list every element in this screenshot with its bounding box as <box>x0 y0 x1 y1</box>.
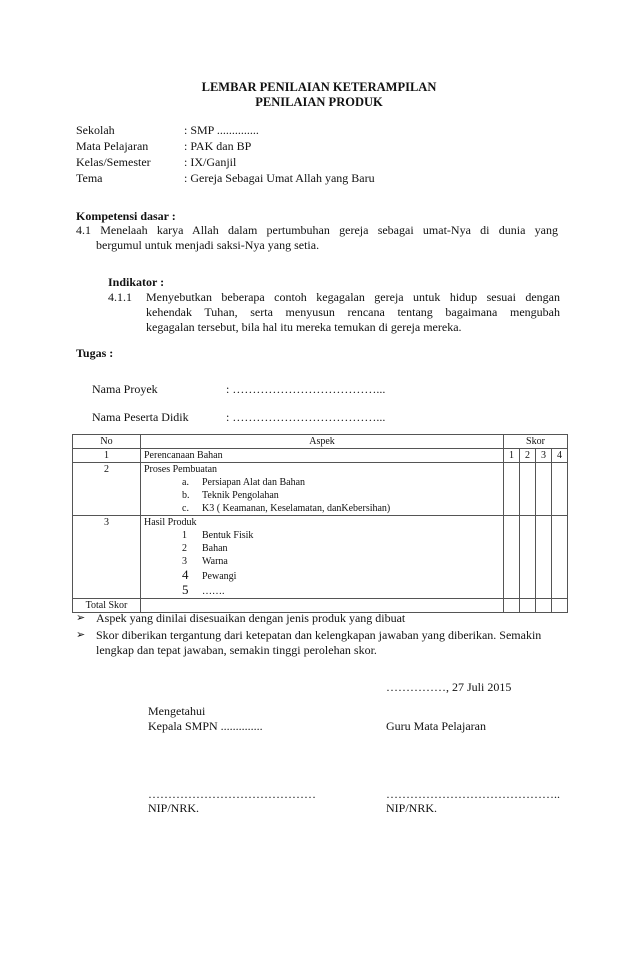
score-cell[interactable] <box>520 599 536 613</box>
kompetensi-heading: Kompetensi dasar : <box>76 209 176 223</box>
sign-mengetahui: Mengetahui <box>148 704 206 718</box>
header-skor: Skor <box>504 435 568 449</box>
score-col-1: 1 <box>504 449 520 463</box>
score-cell[interactable] <box>504 599 520 613</box>
indikator-line-2: kehendak Tuhan, serta menyusun rencana tentang bagaimana mengubah <box>146 305 560 319</box>
title-line-2: PENILAIAN PRODUK <box>255 95 383 109</box>
sign-nip-right: NIP/NRK. <box>386 801 438 815</box>
row-2-title: Proses Pembuatan <box>144 464 218 475</box>
score-col-3: 3 <box>536 449 552 463</box>
sub-2-text: Bahan <box>202 543 228 554</box>
row-1-aspek: Perencanaan Bahan <box>141 449 504 463</box>
arrow-bullet-icon: ➢ <box>76 612 86 624</box>
nama-proyek-label: Nama Proyek <box>92 382 158 396</box>
score-cell[interactable] <box>520 463 536 516</box>
kompetensi-line-1: 4.1 Menelaah karya Allah dalam pertumbuhan gereja sebagai umat-Nya di dunia yang <box>76 223 558 237</box>
score-col-4: 4 <box>552 449 568 463</box>
score-cell[interactable] <box>536 516 552 599</box>
row-3-sub-5 <box>144 583 500 598</box>
score-cell[interactable] <box>552 516 568 599</box>
sub-3-marker: 3 <box>182 556 187 567</box>
info-value-sekolah: : SMP .............. <box>184 123 259 137</box>
tugas-heading: Tugas : <box>76 346 114 360</box>
indikator-line-3: kegagalan tersebut, bila hal itu mereka temukan di gereja mereka. <box>146 320 462 334</box>
sub-3-text: Warna <box>202 556 228 567</box>
sign-dots-right: …………………………………….. <box>386 787 560 801</box>
sub-4-marker: 4 <box>182 567 189 582</box>
info-value-mapel: : PAK dan BP <box>184 139 252 153</box>
indikator-line-1: Menyebutkan beberapa contoh kegagalan gereja untuk hidup sesuai dengan <box>146 290 560 304</box>
sub-a-text: Persiapan Alat dan Bahan <box>202 477 306 488</box>
sub-2-marker: 2 <box>182 543 187 554</box>
score-cell[interactable] <box>552 463 568 516</box>
title-line-1: LEMBAR PENILAIAN KETERAMPILAN <box>201 80 437 94</box>
info-label-sekolah: Sekolah <box>76 123 115 137</box>
sub-1-text: Bentuk Fisik <box>202 530 254 541</box>
table-row <box>73 449 568 463</box>
note-1: Aspek yang dinilai disesuaikan dengan jenis produk yang dibuat <box>96 611 406 625</box>
table-row <box>73 516 568 599</box>
kompetensi-line-2: bergumul untuk menjadi saksi-Nya yang setia. <box>96 238 320 252</box>
score-cell[interactable] <box>536 599 552 613</box>
info-value-kelas: : IX/Ganjil <box>184 155 237 169</box>
nama-proyek-value: : ………………………………... <box>226 382 386 396</box>
info-label-kelas: Kelas/Semester <box>76 155 151 169</box>
row-3-no: 3 <box>73 516 141 599</box>
row-2-aspek <box>141 463 504 516</box>
indikator-heading: Indikator : <box>108 275 165 289</box>
sub-b-text: Teknik Pengolahan <box>202 490 279 501</box>
nama-peserta-label: Nama Peserta Didik <box>92 410 189 424</box>
row-3-sub-1 <box>144 529 500 542</box>
sub-5-text: ……. <box>202 586 225 597</box>
sub-b-marker: b. <box>182 490 190 501</box>
info-label-mapel: Mata Pelajaran <box>76 139 149 153</box>
score-col-2: 2 <box>520 449 536 463</box>
nama-peserta-value: : ………………………………... <box>226 410 386 424</box>
note-2-line-2: lengkap dan tepat jawaban, semakin tinggi perolehan skor. <box>96 643 377 657</box>
row-3-aspek <box>141 516 504 599</box>
sign-guru: Guru Mata Pelajaran <box>386 719 486 733</box>
sub-5-marker: 5 <box>182 582 189 597</box>
sign-kepala: Kepala SMPN .............. <box>148 719 263 733</box>
score-cell[interactable] <box>504 516 520 599</box>
header-no: No <box>73 435 141 449</box>
score-cell[interactable] <box>520 516 536 599</box>
row-2-sub-b <box>144 489 500 502</box>
header-aspek: Aspek <box>141 435 504 449</box>
indikator-number: 4.1.1 <box>108 290 132 304</box>
score-cell[interactable] <box>536 463 552 516</box>
score-cell[interactable] <box>552 599 568 613</box>
sign-dots-left: …………………………………… <box>148 787 316 801</box>
row-2-no: 2 <box>73 463 141 516</box>
table-row <box>73 463 568 516</box>
score-cell[interactable] <box>504 463 520 516</box>
info-value-tema: : Gereja Sebagai Umat Allah yang Baru <box>184 171 375 185</box>
note-2-line-1: Skor diberikan tergantung dari ketepatan dan kelengkapan jawaban yang diberikan. Semakin <box>96 628 542 642</box>
row-3-title: Hasil Produk <box>144 517 197 528</box>
sub-c-marker: c. <box>182 503 189 514</box>
row-1-no: 1 <box>73 449 141 463</box>
row-2-sub-a <box>144 476 500 489</box>
sub-4-text: Pewangi <box>202 571 237 582</box>
sub-a-marker: a. <box>182 477 189 488</box>
score-table <box>72 434 568 613</box>
sub-1-marker: 1 <box>182 530 187 541</box>
row-2-sub-c <box>144 502 500 515</box>
arrow-bullet-icon: ➢ <box>76 629 86 641</box>
row-3-sub-3 <box>144 555 500 568</box>
sign-nip-left: NIP/NRK. <box>148 801 200 815</box>
sub-c-text: K3 ( Keamanan, Keselamatan, danKebersihan) <box>202 503 391 514</box>
row-3-sub-2 <box>144 542 500 555</box>
total-skor-label: Total Skor <box>73 599 141 613</box>
info-label-tema: Tema <box>76 171 103 185</box>
sign-date: ……………, 27 Juli 2015 <box>386 680 512 694</box>
row-3-sub-4 <box>144 568 500 583</box>
table-header-row <box>73 435 568 449</box>
